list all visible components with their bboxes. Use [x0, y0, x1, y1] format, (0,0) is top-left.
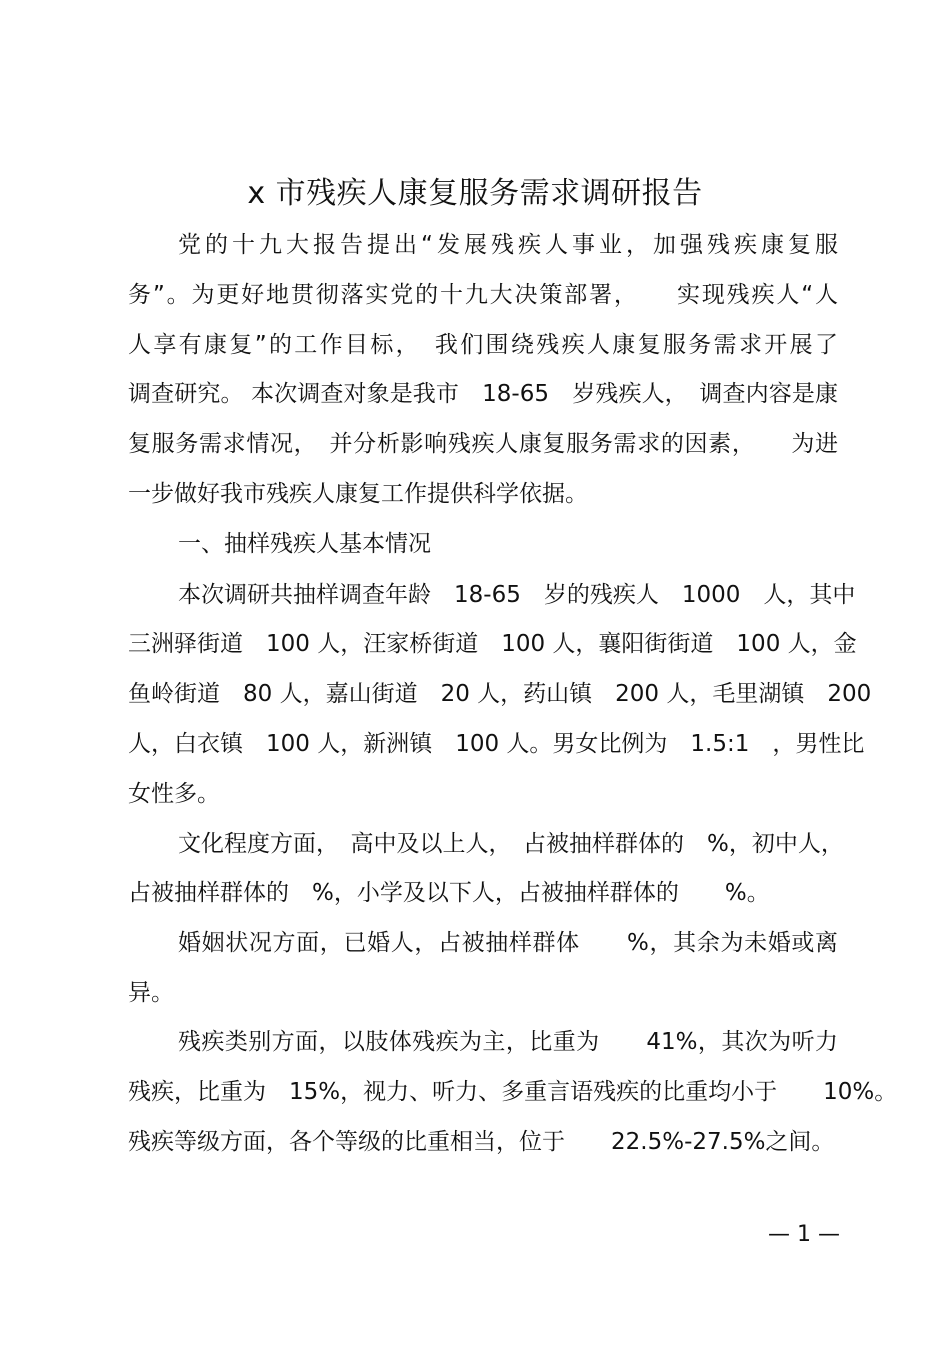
paragraph-line: 鱼岭街道 80 人，嘉山街道 20 人，药山镇 200 人，毛里湖镇 200 [128, 681, 872, 707]
paragraph-line: 婚姻状况方面，已婚人，占被抽样群体 %，其余为未婚或离 [178, 930, 838, 956]
paragraph-line: 三洲驿街道 100 人，汪家桥街道 100 人，襄阳街街道 100 人，金 [128, 631, 857, 657]
paragraph-line: 本次调研共抽样调查年龄 18-65 岁的残疾人 1000 人，其中 [178, 582, 856, 608]
paragraph-line: 复服务需求情况， 并分析影响残疾人康复服务需求的因素， 为进 [128, 431, 838, 457]
paragraph-line: 异。 [128, 980, 174, 1006]
paragraph-line: 残疾类别方面，以肢体残疾为主，比重为 41%，其次为听力 [178, 1029, 838, 1055]
paragraph-line: 调查研究。 本次调查对象是我市 18-65 岁残疾人， 调查内容是康 [128, 381, 838, 407]
paragraph-line: 人，白衣镇 100 人，新洲镇 100 人。男女比例为 1.5:1 ，男性比 [128, 731, 865, 757]
paragraph-line: 残疾，比重为 15%，视力、听力、多重言语残疾的比重均小于 10%。 [128, 1079, 898, 1105]
page-number: — 1 — [768, 1222, 840, 1247]
paragraph-line: 残疾等级方面，各个等级的比重相当，位于 22.5%-27.5%之间。 [128, 1129, 835, 1155]
document-title: x 市残疾人康复服务需求调研报告 [247, 176, 703, 211]
paragraph-line: 女性多。 [128, 781, 220, 807]
paragraph-line: 党的十九大报告提出“发展残疾人事业，加强残疾康复服 [178, 232, 838, 258]
section-heading: 一、抽样残疾人基本情况 [178, 531, 431, 557]
paragraph-line: 占被抽样群体的 %，小学及以下人，占被抽样群体的 %。 [128, 880, 770, 906]
paragraph-line: 文化程度方面， 高中及以上人， 占被抽样群体的 %，初中人， [178, 831, 844, 857]
paragraph-line: 人享有康复”的工作目标， 我们围绕残疾人康复服务需求开展了 [128, 332, 838, 358]
paragraph-line: 务”。为更好地贯彻落实党的十九大决策部署， 实现残疾人“人 [128, 282, 838, 308]
paragraph-line: 一步做好我市残疾人康复工作提供科学依据。 [128, 481, 588, 507]
